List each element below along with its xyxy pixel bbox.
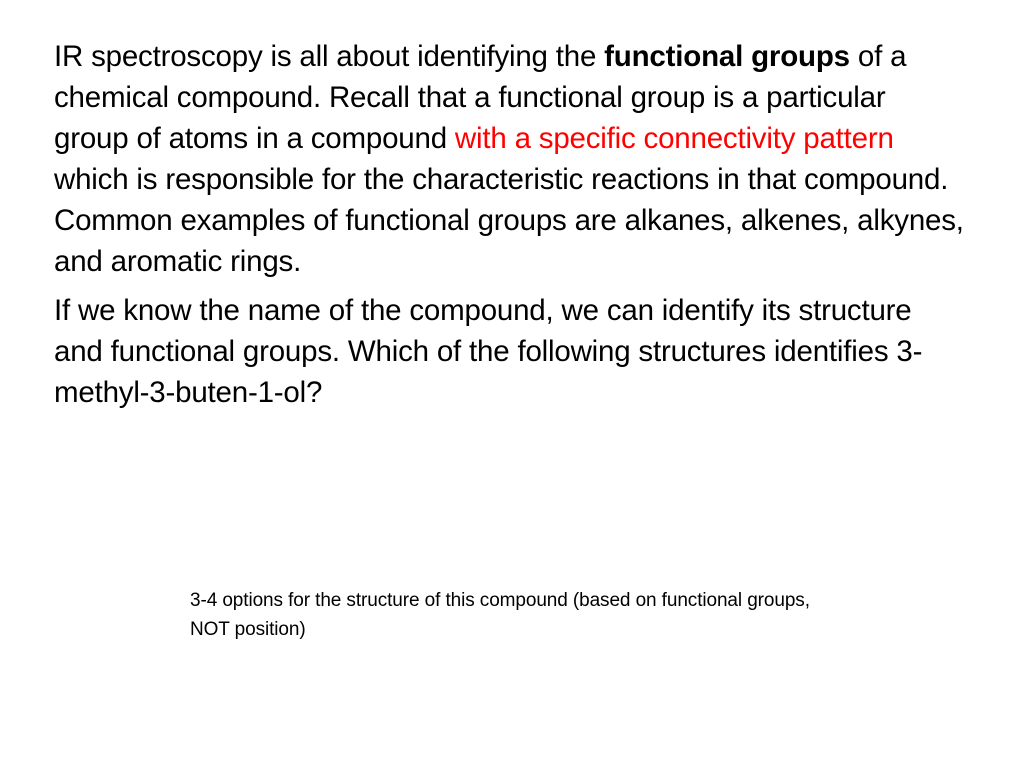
paragraph-1-text-a: IR spectroscopy is all about identifying the — [54, 40, 605, 73]
paragraph-question — [54, 290, 964, 413]
paragraph-1-text-c: which is responsible for the characteristic reactions in that compound. Common examples of functional groups are alkanes, alkenes, alkynes, and aromatic rings. — [54, 163, 964, 278]
bold-functional-groups: functional groups — [604, 40, 850, 73]
red-connectivity-pattern: with a specific connectivity pattern — [454, 122, 894, 155]
options-note — [190, 586, 810, 644]
options-note-text: 3-4 options for the structure of this compound (based on functional groups, NOT position) — [190, 590, 810, 640]
slide-body-text — [54, 36, 964, 413]
paragraph-ir-spectroscopy — [54, 36, 964, 282]
paragraph-2-text: If we know the name of the compound, we can identify its structure and functional groups. Which of the following structures identifies 3-methyl-3-buten-1-ol? — [54, 294, 923, 409]
paragraph-1-text-b: of a chemical compound. Recall that a functional group is a particular group of atoms in a compound — [54, 40, 907, 155]
